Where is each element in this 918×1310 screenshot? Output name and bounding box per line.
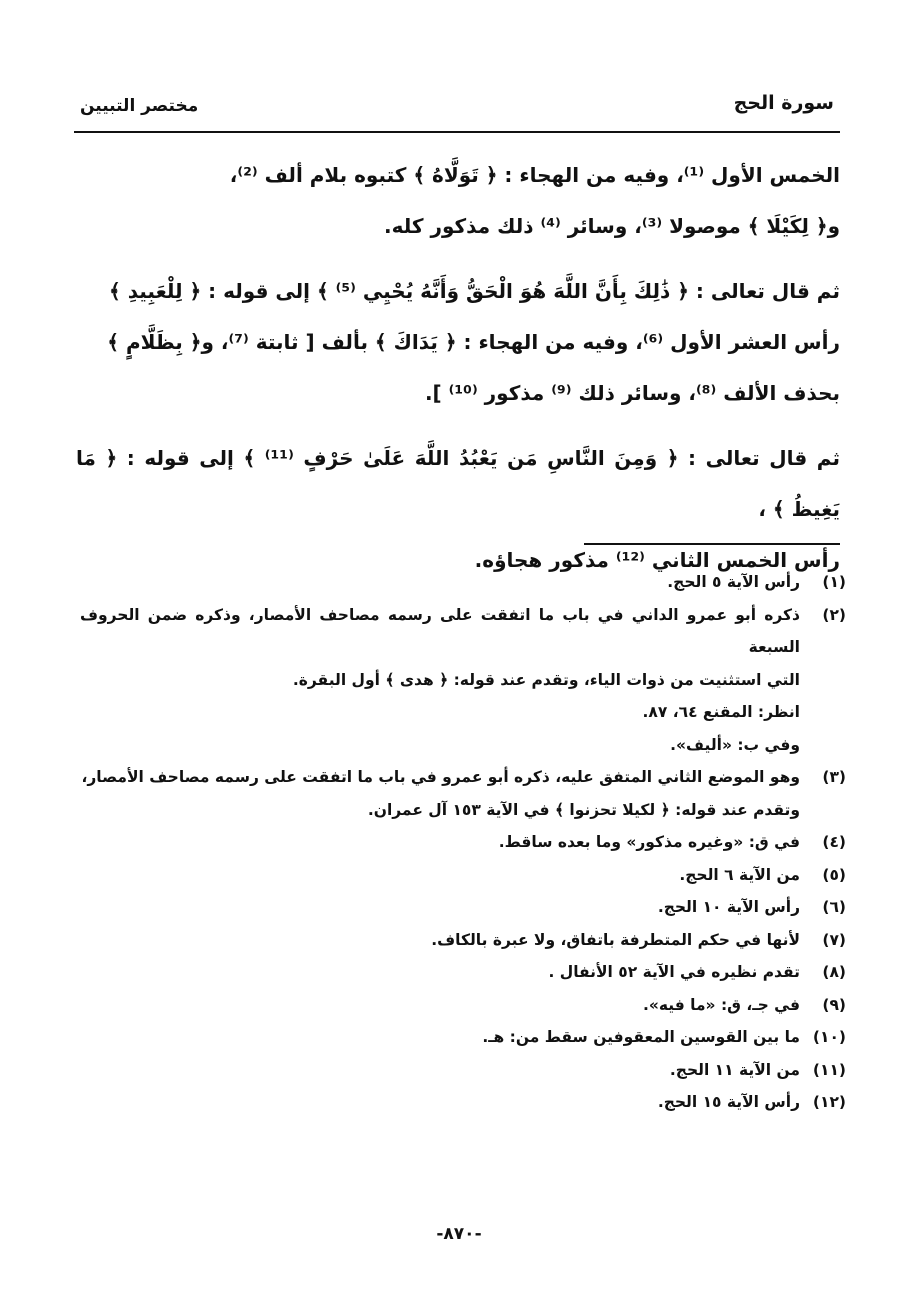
- paragraph-3: [76, 433, 840, 586]
- main-text: [76, 150, 840, 600]
- footnote-1: [80, 566, 846, 599]
- text-line: بحذف الألف ⁽⁸⁾، وسائر ذلك ⁽⁹⁾ مذكور ⁽¹⁰⁾ ].: [424, 381, 840, 405]
- footnote-text: في جـ، ق: «ما فيه».: [642, 995, 800, 1014]
- text-line: رأس الخمس الثاني ⁽¹²⁾ مذكور هجاؤه.: [474, 548, 840, 572]
- footnote-8: [80, 956, 846, 989]
- footnote-11: [80, 1054, 846, 1087]
- footnote-7: [80, 924, 846, 957]
- footnote-number: (١١): [812, 1060, 846, 1079]
- footnote-3: [80, 761, 846, 794]
- surah-title: سورة الحج: [733, 92, 834, 114]
- footnote-text: ذكره أبو عمرو الداني في باب ما اتفقت على رسمه مصاحف الأمصار، وذكره ضمن الحروف السبعة: [80, 605, 800, 656]
- footnote-6: [80, 891, 846, 924]
- footnote-5: [80, 859, 846, 892]
- footnote-continuation: انظر: المقنع ٦٤، ٨٧.: [642, 703, 800, 721]
- footnote-text: من الآية ١١ الحج.: [669, 1060, 800, 1079]
- footnote-continuation: وفي ب: «أليف».: [670, 735, 800, 754]
- footnote-text: وهو الموضع الثاني المتفق عليه، ذكره أبو عمرو في باب ما اتفقت على رسمه مصاحف الأمصار،: [81, 768, 800, 786]
- footnote-text: رأس الآية ١٠ الحج.: [657, 898, 800, 916]
- header-divider: [74, 131, 840, 133]
- footnote-number: (٥): [822, 865, 846, 884]
- footnote-2: [80, 599, 846, 664]
- footnotes: [80, 566, 846, 1119]
- footnote-number: (٦): [822, 898, 846, 916]
- footnote-4: [80, 826, 846, 859]
- footnote-number: (٢): [822, 605, 846, 624]
- footnote-number: (١٠): [812, 1028, 846, 1046]
- text-line: ثم قال تعالى : ﴿ وَمِنَ النَّاسِ مَن يَعْبُدُ اللَّهَ عَلَىٰ حَرْفٍ ⁽¹¹⁾ ﴾ إلى قوله : ﴿ مَا يَغِيظُ ﴾ ،: [76, 446, 841, 521]
- footnote-number: (٤): [822, 833, 846, 851]
- footnote-number: (٧): [822, 930, 846, 949]
- footnote-number: (١٢): [812, 1093, 846, 1111]
- footnote-number: (٩): [822, 995, 846, 1014]
- footnote-continuation: التي استثنيت من ذوات الياء، وتقدم عند قوله: ﴿ هدى ﴾ أول البقرة.: [292, 670, 800, 689]
- footnote-text: في ق: «وغيره مذكور» وما بعده ساقط.: [498, 833, 800, 851]
- footnote-text: ما بين القوسين المعقوفين سقط من: هـ.: [482, 1028, 800, 1046]
- footnote-text: من الآية ٦ الحج.: [679, 865, 800, 884]
- text-line: و﴿ لِكَيْلَا ﴾ موصولا ⁽³⁾، وسائر ⁽⁴⁾ ذلك مذكور كله.: [384, 214, 840, 238]
- footnote-12: [80, 1086, 846, 1119]
- footnote-divider: [584, 543, 840, 545]
- footnote-9: [80, 989, 846, 1022]
- footnote-text: تقدم نظيره في الآية ٥٢ الأنفال .: [548, 963, 800, 981]
- book-title: مختصر التبيين: [80, 96, 199, 116]
- text-line: الخمس الأول ⁽¹⁾، وفيه من الهجاء : ﴿ تَوَلَّاهُ ﴾ كتبوه بلام ألف ⁽²⁾،: [229, 163, 840, 187]
- page-number: -٨٧٠-: [436, 1224, 482, 1244]
- footnote-10: [80, 1021, 846, 1054]
- footnote-number: (٣): [822, 768, 846, 786]
- paragraph-1: [76, 150, 840, 252]
- footnote-text: رأس الآية ١٥ الحج.: [657, 1093, 800, 1111]
- footnote-text: رأس الآية ٥ الحج.: [667, 573, 800, 591]
- text-line: رأس العشر الأول ⁽⁶⁾، وفيه من الهجاء : ﴿ يَدَاكَ ﴾ بألف [ ثابتة ⁽⁷⁾، و﴿ بِظَلَّامٍ ﴾: [107, 330, 840, 354]
- footnote-number: (١): [822, 573, 846, 591]
- footnote-continuation: وتقدم عند قوله: ﴿ لكيلا تحزنوا ﴾ في الآية ١٥٣ آل عمران.: [367, 800, 800, 819]
- text-line: ثم قال تعالى : ﴿ ذَٰلِكَ بِأَنَّ اللَّهَ هُوَ الْحَقُّ وَأَنَّهُ يُحْيِي ⁽⁵⁾ ﴾ إلى قوله : ﴿ لِلْعَبِيدِ ﴾: [109, 279, 840, 303]
- page-header: [74, 86, 840, 130]
- paragraph-2: [76, 266, 840, 419]
- footnote-number: (٨): [822, 963, 846, 981]
- footnote-text: لأنها في حكم المتطرفة باتفاق، ولا عبرة بالكاف.: [431, 930, 800, 949]
